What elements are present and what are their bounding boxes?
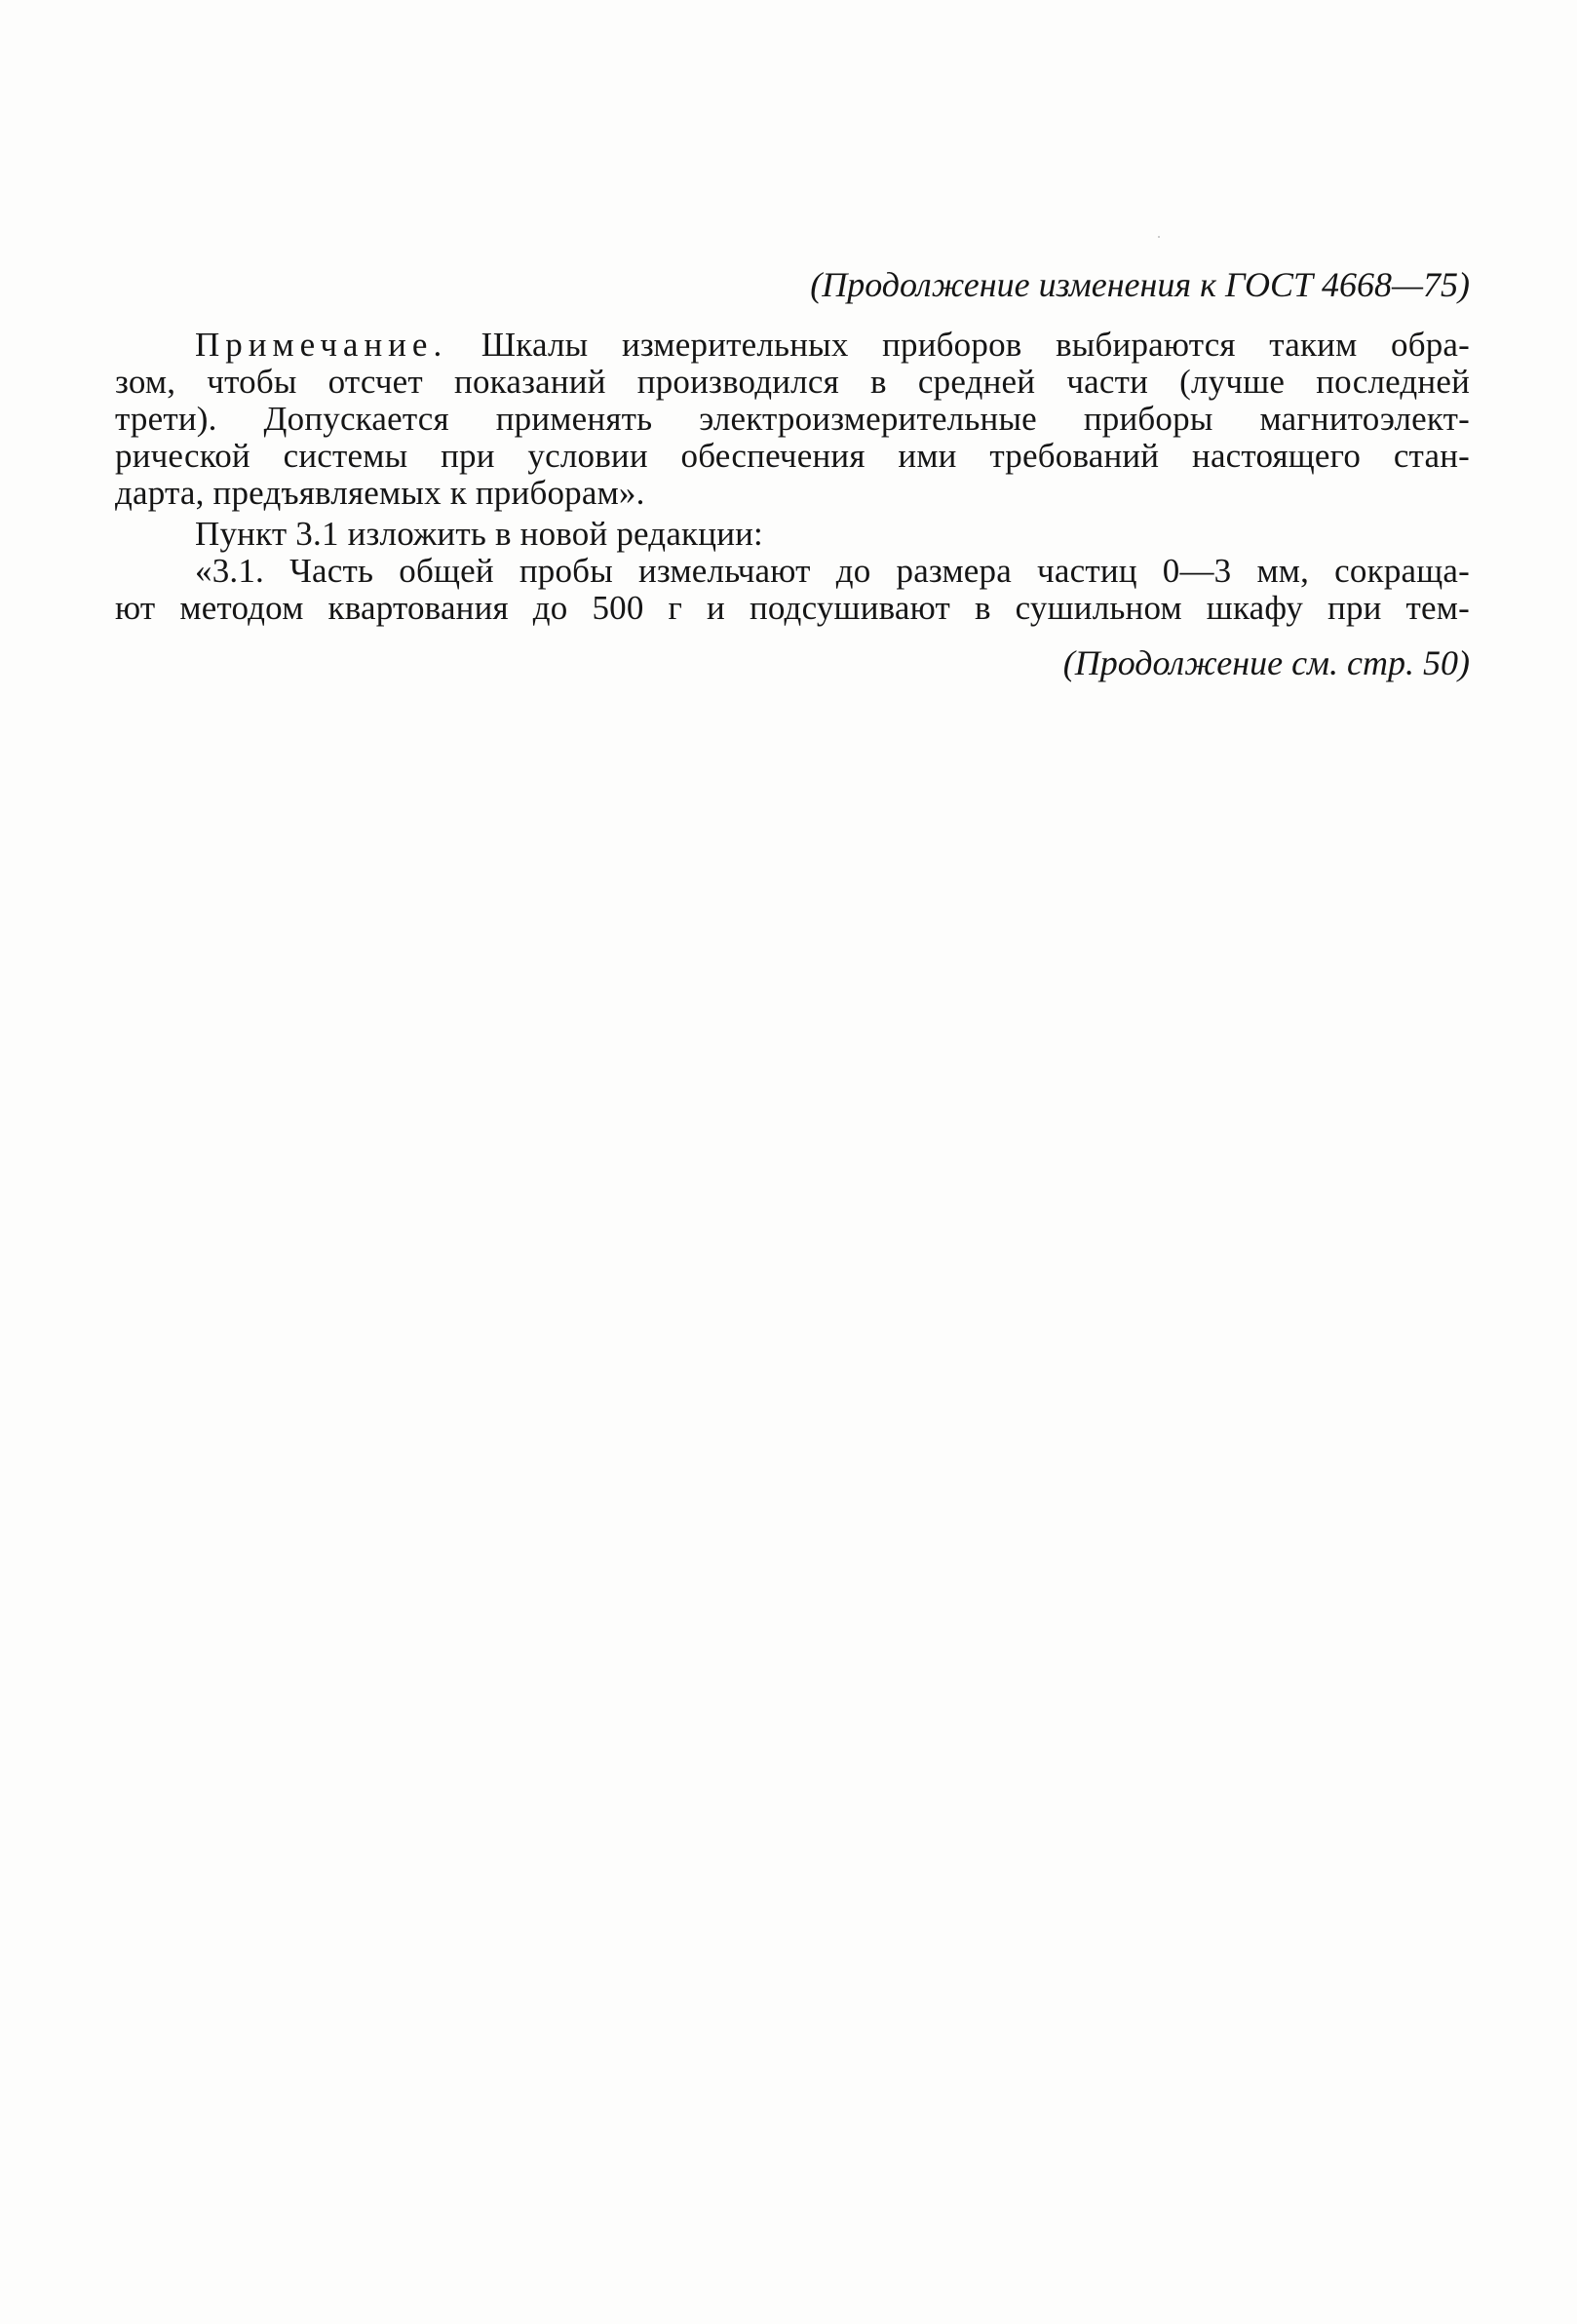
note-label: Примечание.	[195, 326, 448, 364]
item-text-line-1: «3.1. Часть общей пробы измельчают до размера частиц 0—3 мм, сокраща-	[195, 552, 1470, 590]
note-line-4: рической системы при условии обеспечения ими требований настоящего стан-	[115, 437, 1470, 475]
scan-speck	[1158, 236, 1160, 238]
note-line-3: трети). Допускается применять электроизмерительные приборы магнитоэлект-	[115, 400, 1470, 438]
note-line-5: дарта, предъявляемых к приборам».	[115, 474, 645, 512]
note-line-1	[195, 327, 1470, 364]
note-line-1-text: Шкалы измерительных приборов выбираются таким обра-	[481, 326, 1471, 364]
item-heading: Пункт 3.1 изложить в новой редакции:	[195, 515, 763, 553]
continuation-footer: (Продолжение см. стр. 50)	[1062, 643, 1470, 682]
continuation-header: (Продолжение изменения к ГОСТ 4668—75)	[810, 265, 1470, 304]
note-line-2: зом, чтобы отсчет показаний производился в средней части (лучше последней	[115, 363, 1470, 401]
item-text-line-2: ют методом квартования до 500 г и подсушивают в сушильном шкафу при тем-	[115, 589, 1470, 627]
